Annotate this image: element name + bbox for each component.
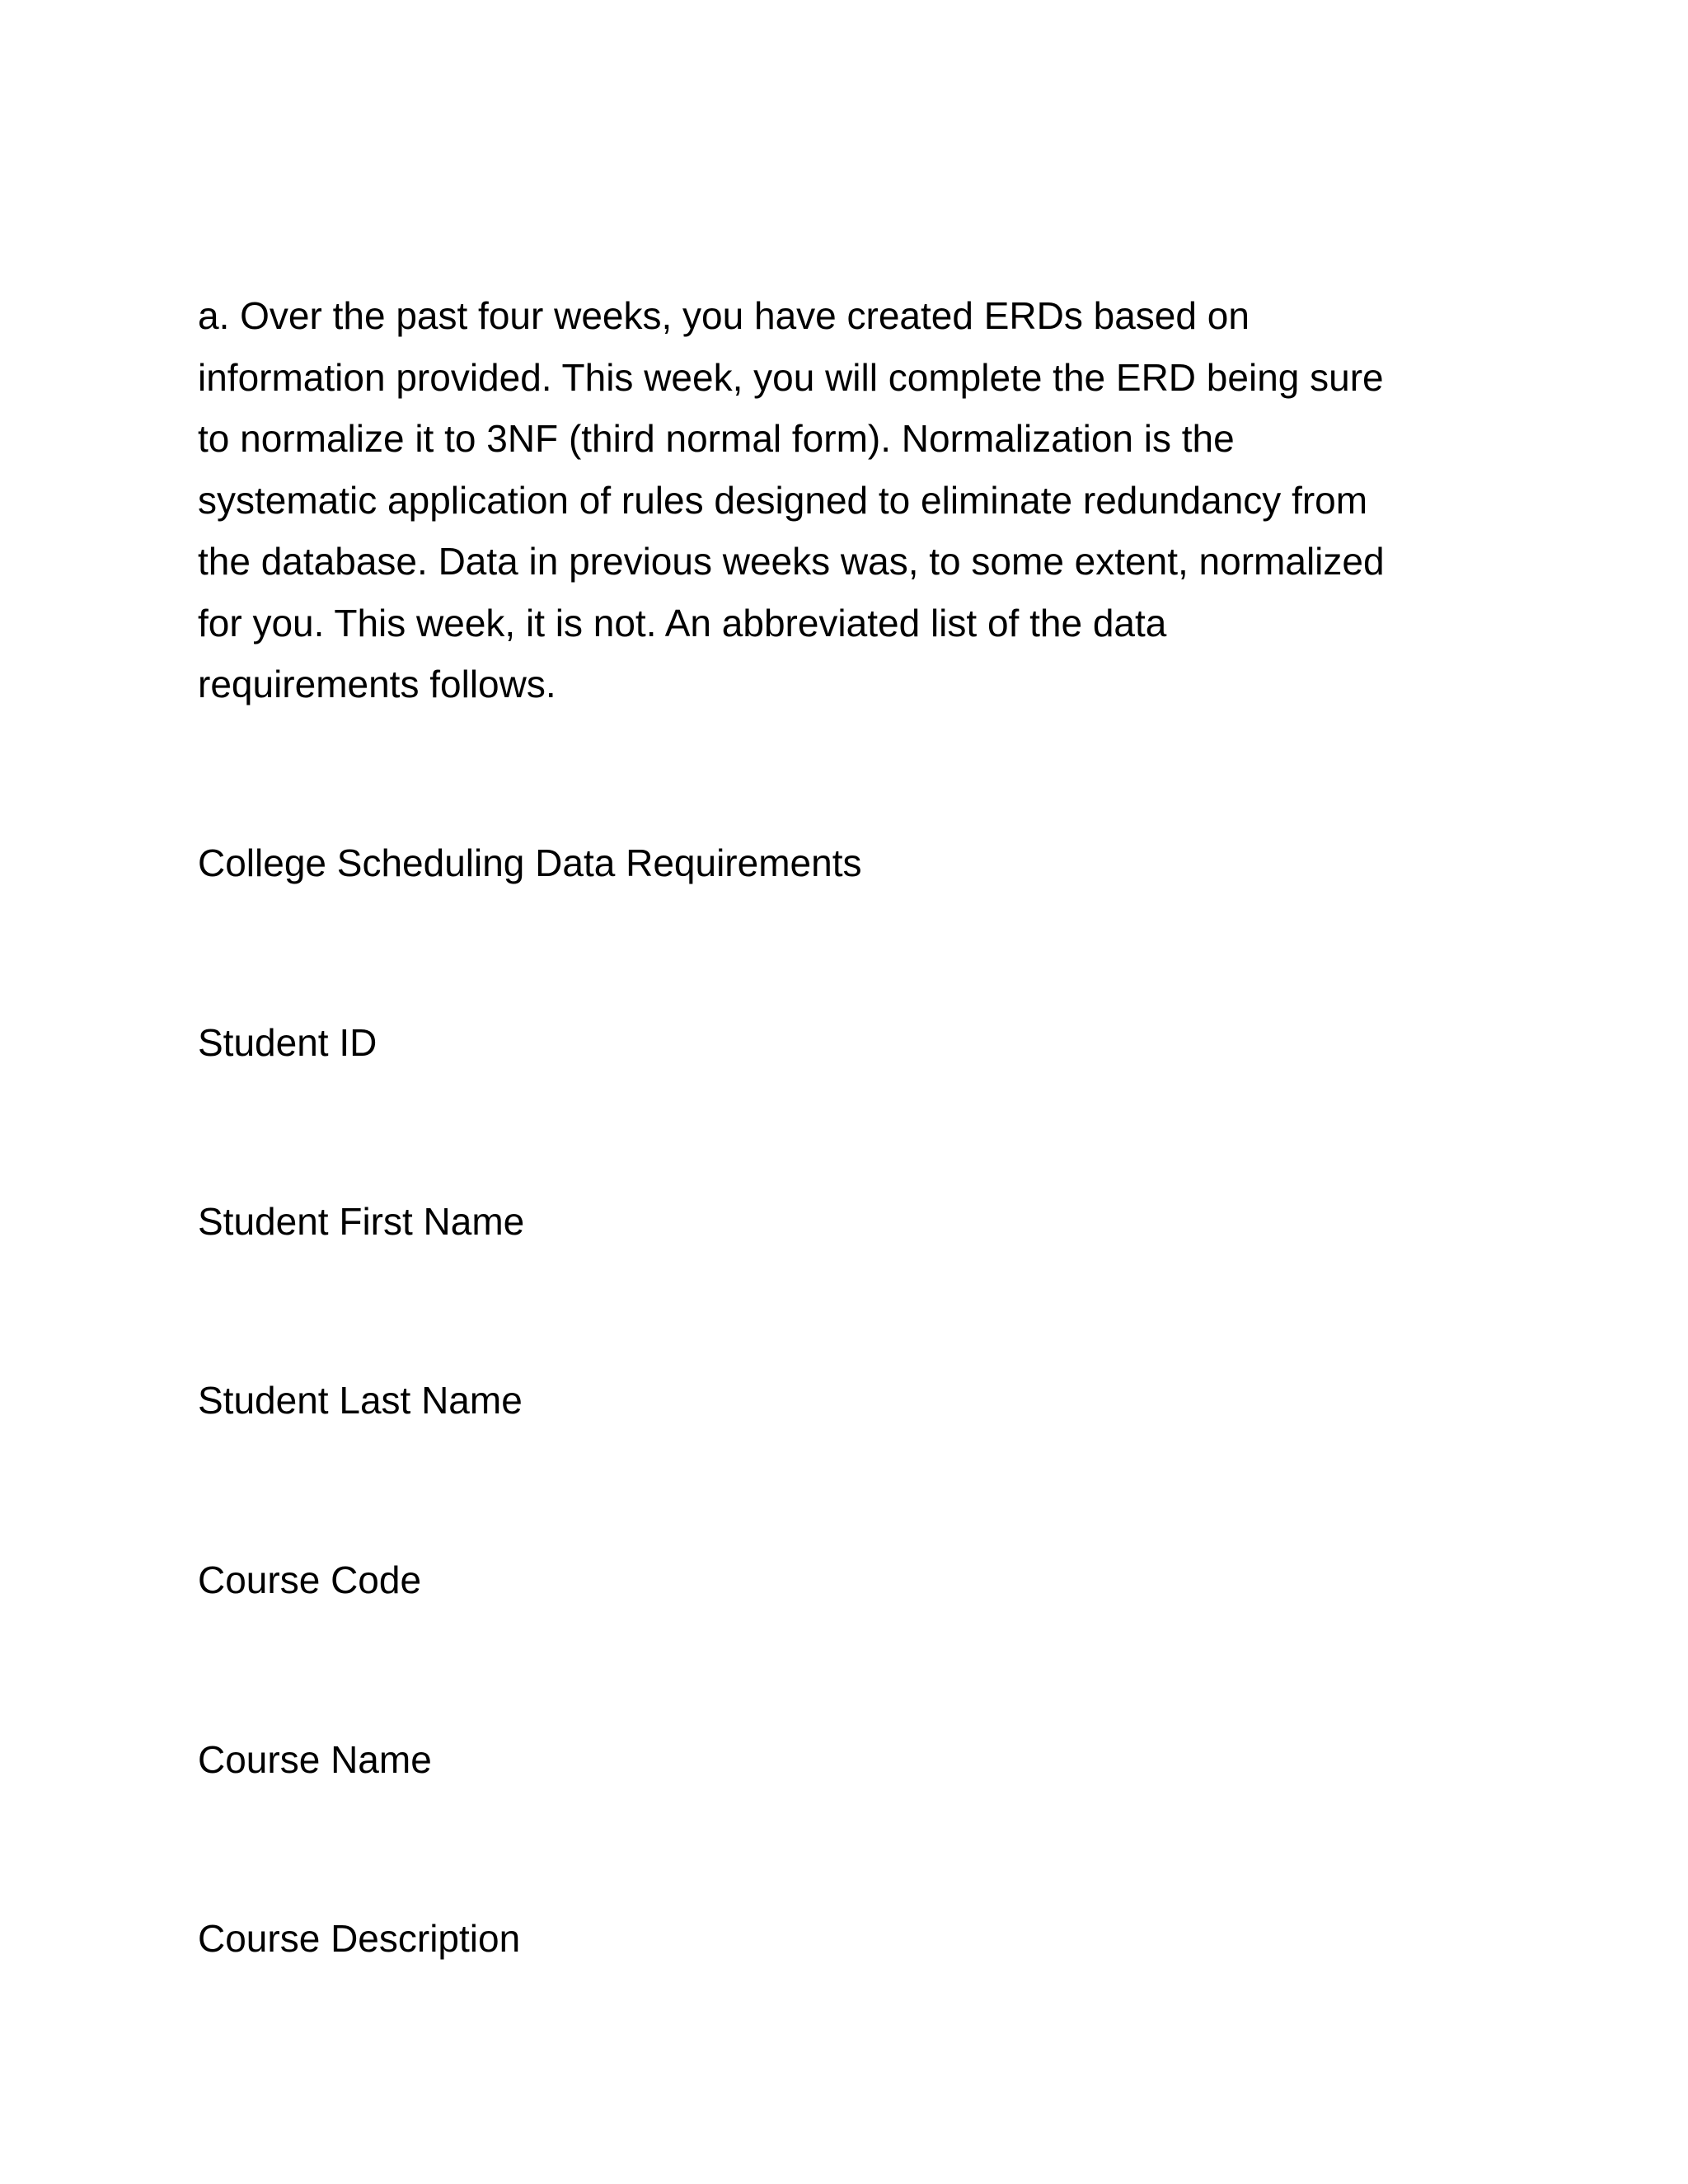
requirement-item-student-id: Student ID: [198, 1021, 377, 1064]
intro-paragraph: a. Over the past four weeks, you have created ERDs based on information provided. This week, you will complete the ERD being sure to normalize it to 3NF (third normal form). Normalization is the systematic application of rules designed to eliminate redundancy from the database. Data in previous weeks was, to some extent, normalized for you. This week, it is not. An abbreviated list of the data requirements follows.: [198, 294, 1385, 705]
requirement-item-student-last-name: Student Last Name: [198, 1379, 523, 1422]
requirement-item-course-description: Course Description: [198, 1917, 521, 1960]
requirement-item-student-first-name: Student First Name: [198, 1200, 525, 1243]
section-heading: College Scheduling Data Requirements: [198, 841, 862, 884]
requirement-item-course-name: Course Name: [198, 1738, 432, 1781]
requirement-item-course-code: Course Code: [198, 1558, 422, 1601]
